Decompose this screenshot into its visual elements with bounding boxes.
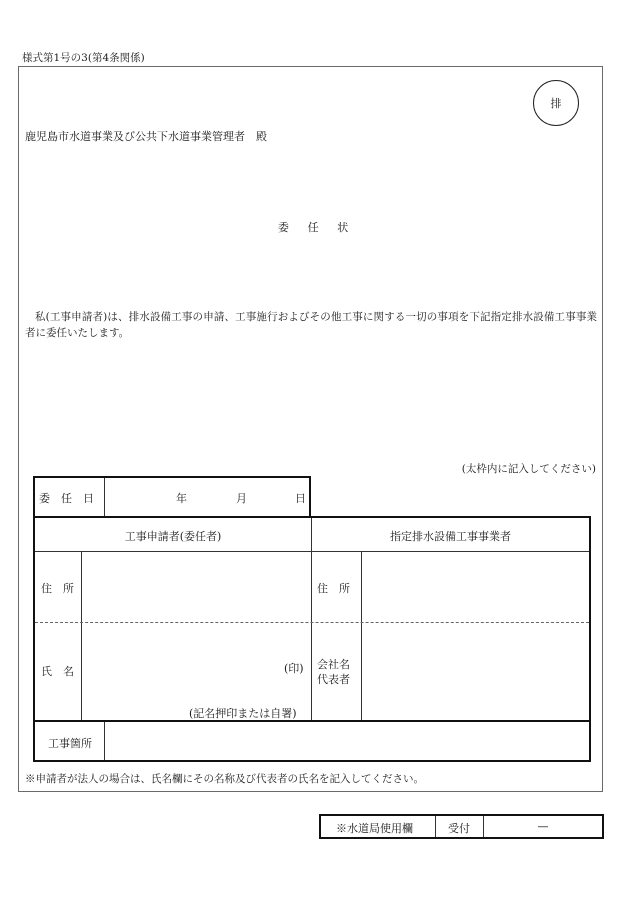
applicant-address-label: 住 所	[41, 582, 74, 595]
applicant-header: 工事申請者(委任者)	[124, 530, 222, 543]
drainage-stamp	[533, 80, 579, 126]
representative-label: 代表者	[317, 673, 350, 686]
parties-table	[33, 516, 591, 762]
bold-frame-note: (太枠内に記入してください)	[461, 463, 596, 475]
site-label: 工事箇所	[48, 737, 92, 750]
month-label: 月	[236, 492, 247, 505]
delegation-date-field[interactable]	[143, 490, 273, 508]
seal-mark: (印)	[284, 662, 304, 675]
addressee: 鹿児島市水道事業及び公共下水道事業管理者 殿	[25, 130, 267, 143]
site-field[interactable]	[109, 726, 585, 756]
day-label: 日	[295, 492, 306, 505]
contractor-company-field[interactable]	[365, 628, 585, 716]
document-title: 委 任 状	[277, 221, 353, 234]
applicant-name-label: 氏 名	[41, 665, 74, 678]
form-number: 様式第1号の3(第4条関係)	[22, 52, 145, 64]
delegation-date-box	[33, 476, 311, 518]
year-label: 年	[176, 492, 187, 505]
contractor-address-field[interactable]	[365, 556, 585, 618]
company-name-label: 会社名	[317, 658, 350, 671]
delegation-date-label: 委 任 日	[39, 492, 94, 505]
received-field[interactable]: —	[537, 820, 549, 833]
office-use-box	[319, 814, 604, 839]
footnote: ※申請者が法人の場合は、氏名欄にその名称及び代表者の氏名を記入してください。	[25, 773, 424, 785]
stamp-label: 排	[550, 97, 562, 110]
received-label: 受付	[448, 822, 470, 835]
contractor-address-label: 住 所	[317, 582, 350, 595]
applicant-address-field[interactable]	[85, 556, 307, 618]
contractor-header: 指定排水設備工事事業者	[390, 530, 511, 543]
applicant-name-field[interactable]	[85, 628, 307, 716]
signature-note: (記名押印または自署)	[189, 707, 297, 720]
body-text: 私(工事申請者)は、排水設備工事の申請、工事施行およびその他工事に関する一切の事項を下記指定排水設備工事事業者に委任いたします。	[25, 311, 597, 339]
office-use-label: ※水道局使用欄	[336, 822, 413, 835]
